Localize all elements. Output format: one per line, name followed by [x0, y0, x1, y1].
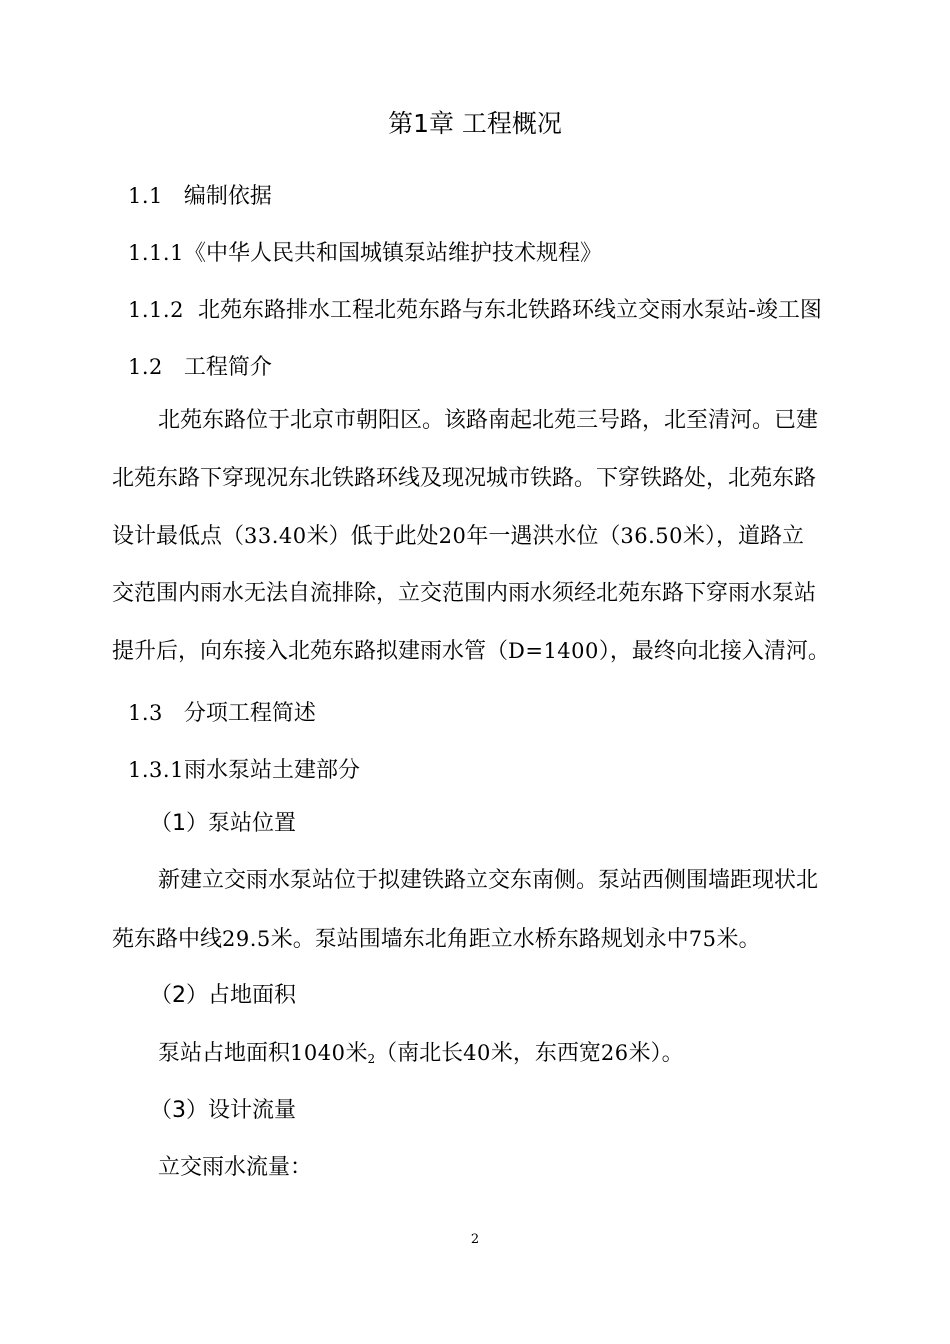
number-run: 75 — [688, 927, 717, 951]
text-run: 米 — [345, 1041, 368, 1066]
heading-text: 工程简介 — [183, 355, 272, 380]
heading-text: 雨水泵站土建部分 — [183, 758, 360, 783]
number-run: 1040 — [290, 1041, 346, 1065]
intro-line-2: 北苑东路下穿现况东北铁路环线及现况城市铁路。下穿铁路处，北苑东路 — [112, 466, 817, 491]
text-run: 泵站占地面积 — [158, 1041, 291, 1066]
intro-line-5 — [112, 637, 830, 666]
heading-1-3 — [128, 699, 316, 728]
number-run: 33.40 — [244, 524, 307, 548]
heading-text: 编制依据 — [183, 184, 272, 209]
location-line-2 — [112, 925, 761, 954]
number-run: 20 — [438, 524, 467, 548]
text-run: 米）。 — [628, 1041, 684, 1066]
area-line — [158, 1039, 684, 1073]
heading-1-1-2 — [128, 296, 822, 325]
subheading-area: （2）占地面积 — [150, 983, 296, 1008]
page-number: 2 — [470, 1232, 480, 1247]
text-run: 米，东西宽 — [490, 1041, 601, 1066]
subheading-flow: （3）设计流量 — [150, 1098, 296, 1123]
number-run: 26 — [600, 1041, 629, 1065]
heading-text: 北苑东路排水工程北苑东路与东北铁路环线立交雨水泵站-竣工图 — [197, 298, 822, 323]
text-run: 设计最低点（ — [112, 524, 245, 549]
intro-line-4: 交范围内雨水无法自流排除，立交范围内雨水须经北苑东路下穿雨水泵站 — [112, 581, 817, 606]
text-run: 提升后，向东接入北苑东路拟建雨水管（ — [112, 639, 509, 664]
heading-number: 1.1.2 — [128, 298, 184, 322]
text-run: 米），道路立 — [683, 524, 805, 549]
text-run: ），最终向北接入清河。 — [598, 639, 830, 664]
flow-label: 立交雨水流量： — [158, 1155, 313, 1180]
number-run: 40 — [463, 1041, 491, 1065]
chapter-title: 第1章 工程概况 — [388, 109, 562, 138]
heading-number: 1.1 — [128, 184, 163, 208]
heading-1-1 — [128, 182, 272, 211]
unit-exponent: 2 — [367, 1052, 376, 1066]
number-run: 29.5 — [222, 927, 271, 951]
heading-1-3-1 — [128, 756, 360, 785]
heading-1-1-1 — [128, 239, 602, 268]
text-run: 年一遇洪水位（ — [466, 524, 621, 549]
number-run: D=1400 — [508, 639, 599, 663]
location-line-1: 新建立交雨水泵站位于拟建铁路立交东南侧。泵站西侧围墙距现状北 — [158, 868, 819, 893]
heading-number: 1.3.1 — [128, 758, 184, 782]
heading-1-2 — [128, 353, 272, 382]
text-run: 苑东路中线 — [112, 927, 223, 952]
intro-line-3 — [112, 522, 804, 551]
text-run: （南北长 — [375, 1041, 464, 1066]
heading-text: 分项工程简述 — [183, 701, 316, 726]
text-run: 米。泵站围墙东北角距立水桥东路规划永中 — [270, 927, 689, 952]
intro-line-1: 北苑东路位于北京市朝阳区。该路南起北苑三号路，北至清河。已建 — [158, 408, 819, 433]
heading-text: 《中华人民共和国城镇泵站维护技术规程》 — [183, 241, 602, 266]
subheading-location: （1）泵站位置 — [150, 811, 296, 836]
number-run: 36.50 — [620, 524, 684, 548]
text-run: 米。 — [716, 927, 761, 952]
heading-number: 1.2 — [128, 355, 163, 379]
text-run: 米）低于此处 — [306, 524, 439, 549]
heading-number: 1.3 — [128, 701, 163, 725]
heading-number: 1.1.1 — [128, 241, 184, 265]
